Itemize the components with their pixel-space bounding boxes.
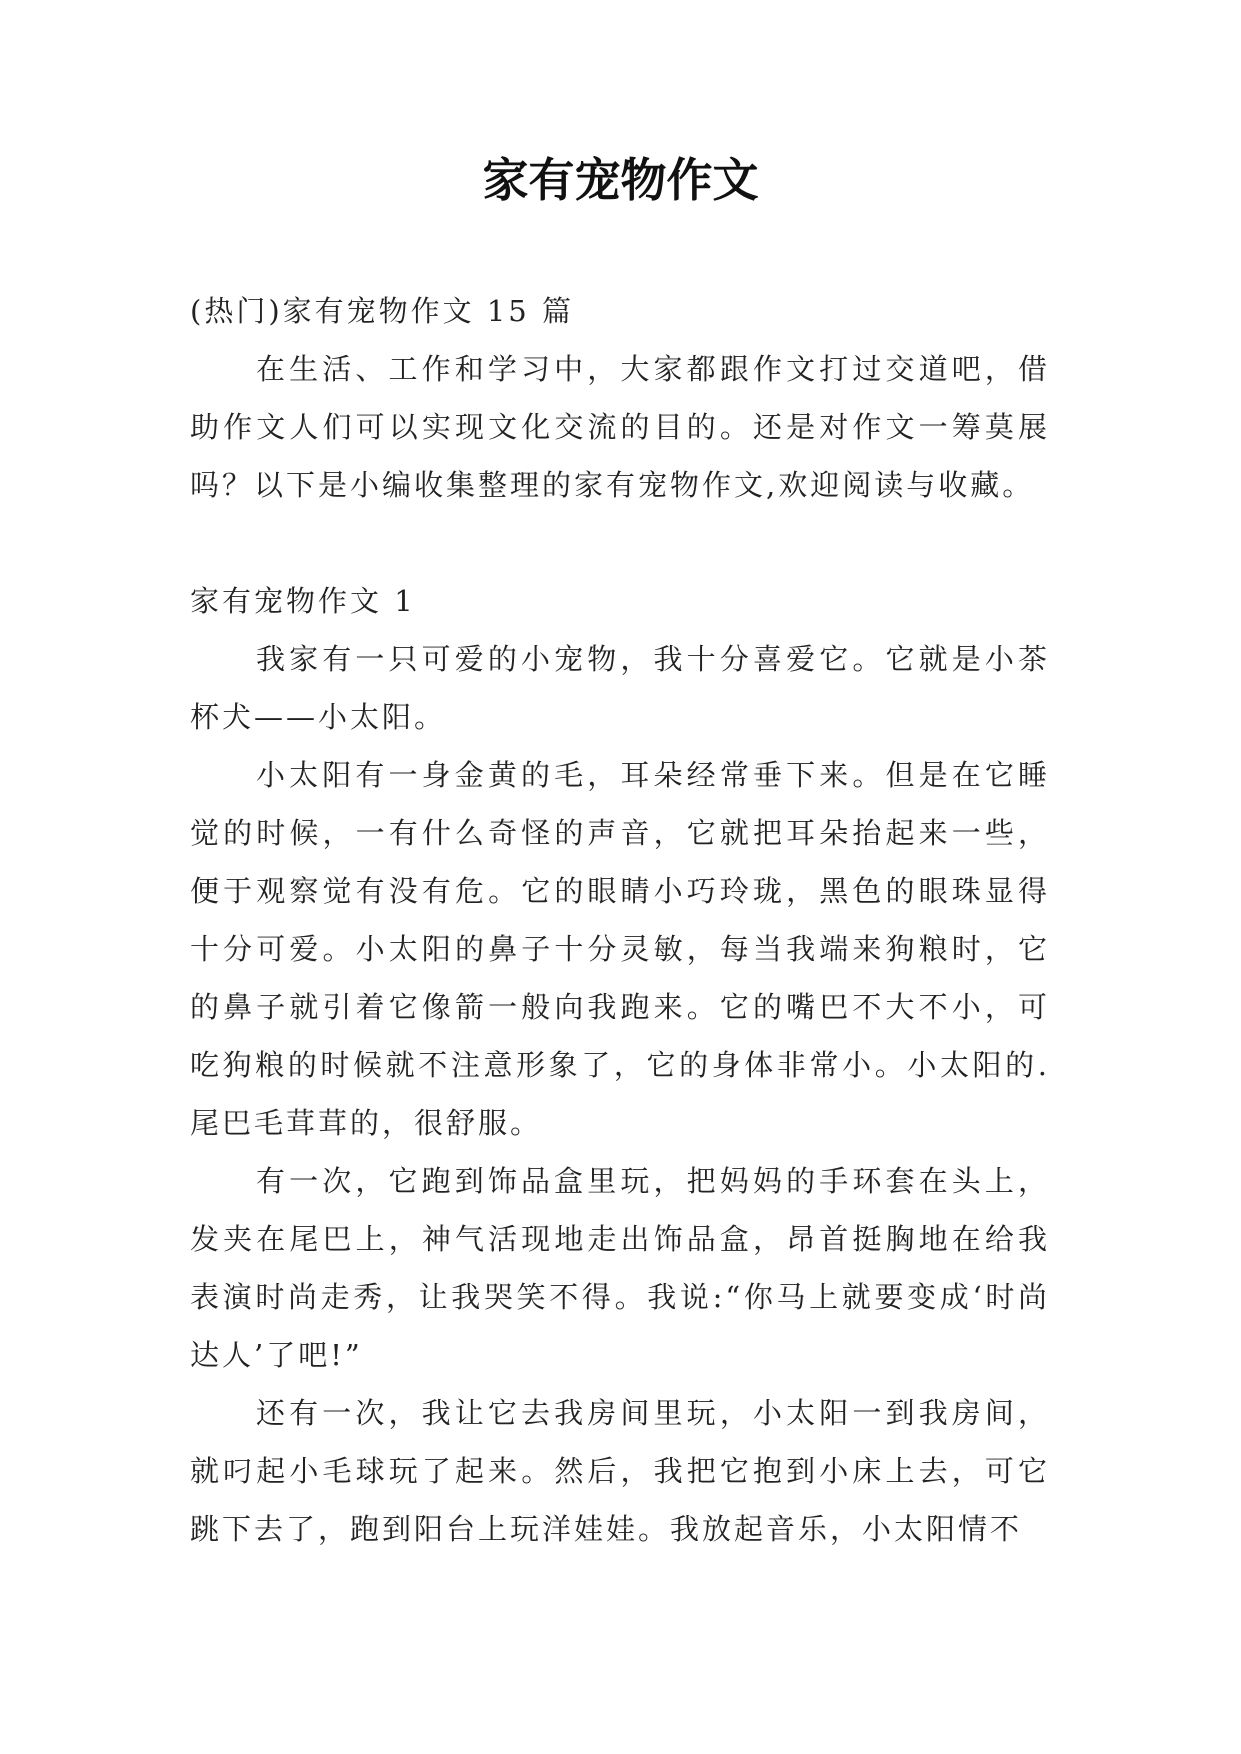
body-paragraph-3: 有一次，它跑到饰品盒里玩，把妈妈的手环套在头上，发夹在尾巴上，神气活现地走出饰品盒，昂首挺胸地在给我表演时尚走秀，让我哭笑不得。我说:“你马上就要变成‘时尚达人’了吧!” [190, 1164, 1050, 1372]
intro-paragraph: 在生活、工作和学习中，大家都跟作文打过交道吧，借助作文人们可以实现文化交流的目的。还是对作文一筹莫展吗？以下是小编收集整理的家有宠物作文,欢迎阅读与收藏。 [190, 352, 1050, 502]
section-heading: 家有宠物作文 1 [190, 584, 416, 618]
document-subtitle: (热门)家有宠物作文 15 篇 [190, 294, 574, 328]
document-body [190, 282, 1050, 1558]
body-paragraph-1: 我家有一只可爱的小宠物，我十分喜爱它。它就是小茶杯犬——小太阳。 [190, 642, 1050, 734]
document-title: 家有宠物作文 [482, 153, 759, 207]
section-spacer [190, 514, 1050, 572]
body-paragraph-4: 还有一次，我让它去我房间里玩，小太阳一到我房间，就叼起小毛球玩了起来。然后，我把它抱到小床上去，可它跳下去了，跑到阳台上玩洋娃娃。我放起音乐，小太阳情不 [190, 1396, 1050, 1546]
body-paragraph-2: 小太阳有一身金黄的毛，耳朵经常垂下来。但是在它睡觉的时候，一有什么奇怪的声音，它就把耳朵抬起来一些，便于观察觉有没有危。它的眼睛小巧玲珑，黑色的眼珠显得十分可爱。小太阳的鼻子十分灵敏，每当我端来狗粮时，它的鼻子就引着它像箭一般向我跑来。它的嘴巴不大不小，可吃狗粮的时候就不注意形象了，它的身体非常小。小太阳的.尾巴毛茸茸的，很舒服。 [190, 758, 1050, 1140]
